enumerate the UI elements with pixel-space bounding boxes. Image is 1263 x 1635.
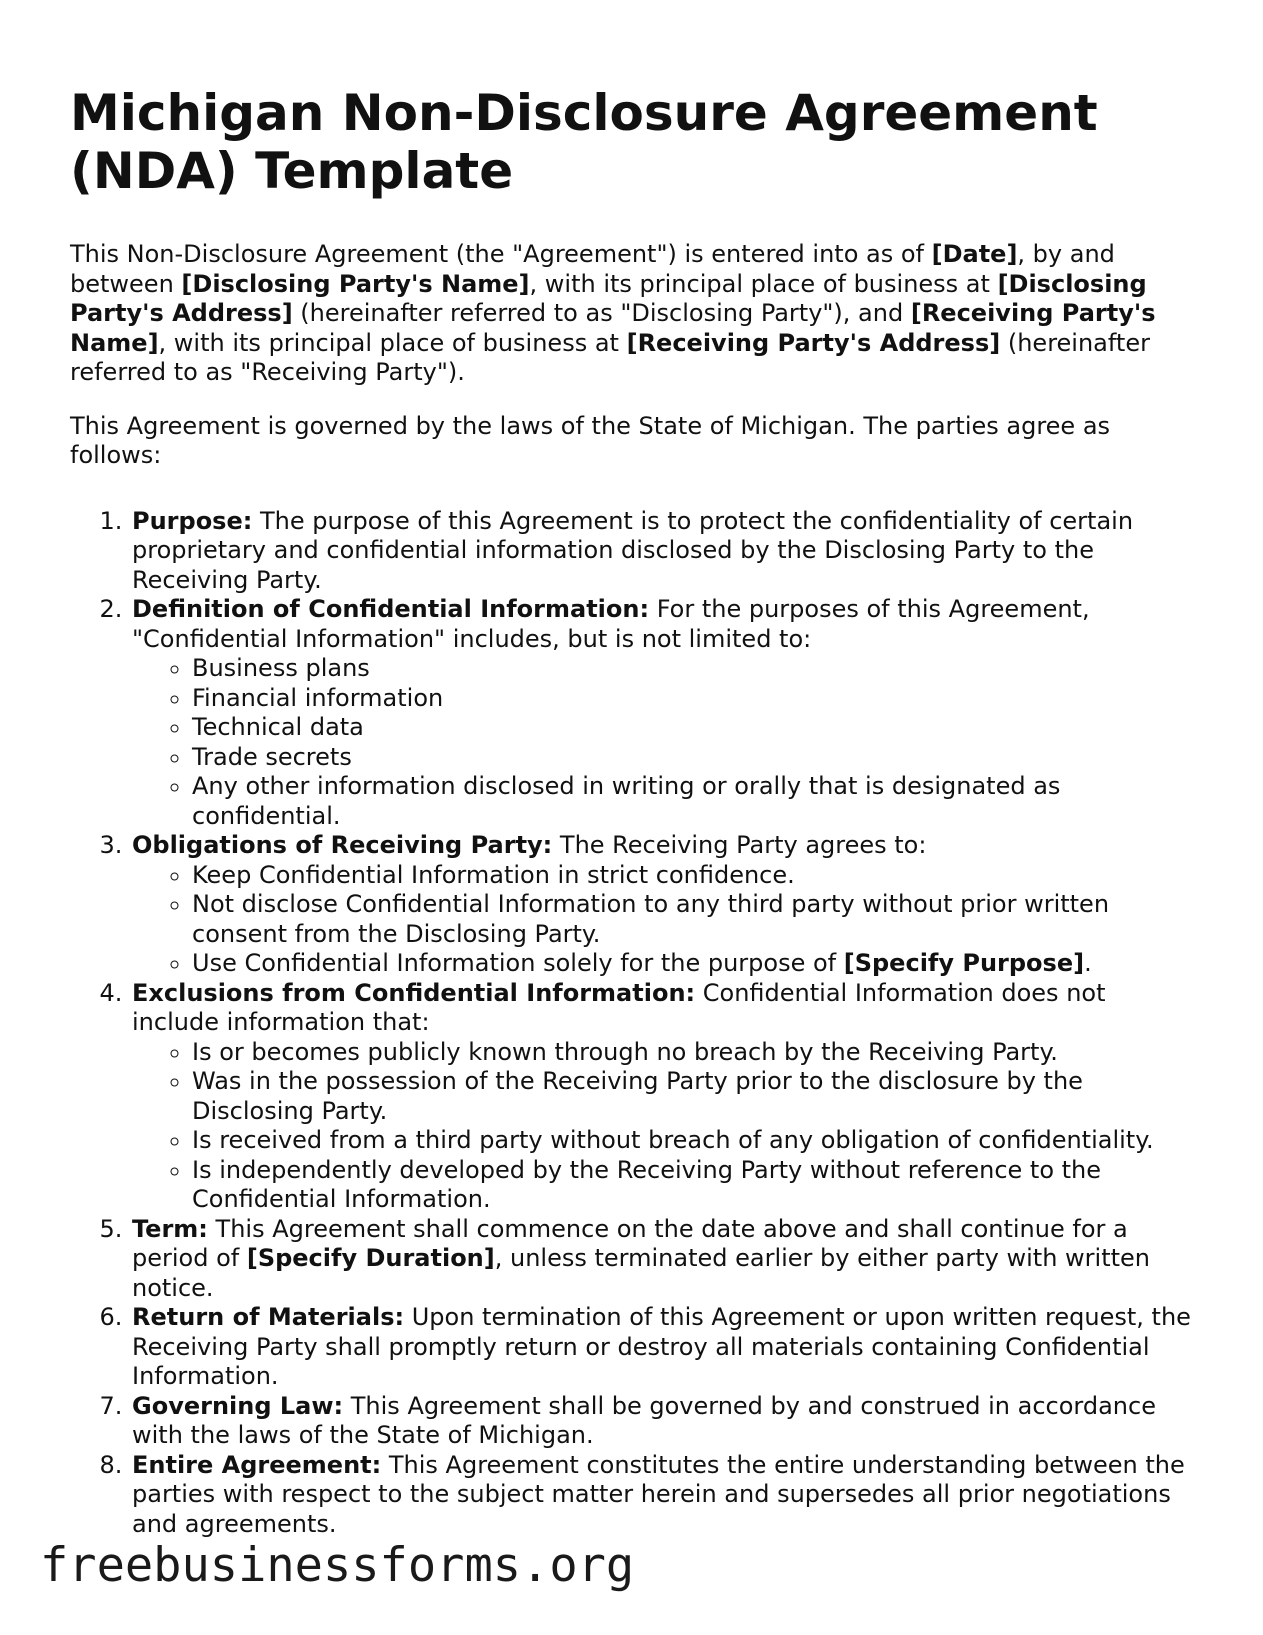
governing-intro-paragraph: This Agreement is governed by the laws of the State of Michigan. The parties agree as follows: — [70, 411, 1111, 469]
clause-text: The purpose of this Agreement is to protect the confidentiality of certain proprietary and confidential information disclosed by the Disclosing Party to the Receiving Party. — [132, 506, 1134, 594]
list-item: ◦ Financial information — [192, 684, 1200, 714]
purpose-placeholder: [Specify Purpose] — [843, 949, 1085, 977]
clause-text: , unless terminated earlier by either party with written notice. — [132, 1244, 1150, 1302]
date-placeholder: [Date] — [931, 240, 1018, 268]
clause-governing-law — [130, 1392, 1200, 1451]
clause-heading: Entire Agreement: — [132, 1450, 382, 1479]
list-item — [192, 949, 1200, 979]
intro-text: , by and between — [70, 240, 1115, 298]
page-title: Michigan Non-Disclosure Agreement (NDA) Template — [70, 84, 1098, 200]
list-item: ◦ Trade secrets — [192, 743, 1200, 773]
clause-obligations — [130, 831, 1200, 979]
clauses-list — [70, 507, 1200, 1540]
clause-heading: Governing Law: — [132, 1391, 344, 1420]
intro-text: This Non-Disclosure Agreement (the "Agreement") is entered into as of — [70, 240, 932, 268]
list-item-text: . — [1084, 949, 1092, 977]
obligation-items — [132, 861, 1200, 979]
intro-text: (hereinafter referred to as "Disclosing Party"), and — [292, 299, 911, 327]
clause-text: The Receiving Party agrees to: — [552, 831, 927, 859]
clause-text: This Agreement shall be governed by and construed in accordance with the laws of the State of Michigan. — [132, 1391, 1156, 1449]
clause-text: Confidential Information does not include information that: — [132, 978, 1106, 1036]
disclosing-name-placeholder: [Disclosing Party's Name] — [181, 269, 530, 298]
document-page — [70, 84, 1200, 1539]
list-item: ◦ Keep Confidential Information in strict confidence. — [192, 861, 1200, 891]
clause-entire-agreement — [130, 1451, 1200, 1540]
receiving-address-placeholder: [Receiving Party's Address] — [626, 328, 1001, 357]
clause-text: Upon termination of this Agreement or upon written request, the Receiving Party shall promptly return or destroy all materials containing Confidential Information. — [132, 1303, 1191, 1390]
clause-text: For the purposes of this Agreement, "Confidential Information" includes, but is not limited to: — [132, 595, 1090, 653]
site-watermark: freebusinessforms.org — [40, 1538, 635, 1593]
list-item: ◦ Is independently developed by the Receiving Party without reference to the Confidential Information. — [192, 1156, 1200, 1215]
clause-purpose — [130, 507, 1200, 596]
intro-text: , with its principal place of business at — [158, 328, 627, 357]
list-item-text: Use Confidential Information solely for the purpose of — [192, 949, 844, 977]
clause-heading: Purpose: — [132, 506, 253, 535]
disclosing-address-placeholder: [Disclosing Party's Address] — [70, 269, 1147, 327]
list-item: ◦ Not disclose Confidential Information to any third party without prior written consent from the Disclosing Party. — [192, 890, 1200, 949]
clause-term — [130, 1215, 1200, 1304]
exclusion-items — [132, 1038, 1200, 1215]
clause-return-materials — [130, 1303, 1200, 1392]
duration-placeholder: [Specify Duration] — [246, 1244, 495, 1272]
list-item: ◦ Technical data — [192, 713, 1200, 743]
clause-exclusions — [130, 979, 1200, 1215]
intro-text: (hereinafter referred to as "Receiving Party"). — [70, 328, 1150, 386]
clause-definition — [130, 595, 1200, 831]
clause-text: This Agreement shall commence on the date above and shall continue for a period of — [132, 1214, 1128, 1272]
definition-items — [132, 654, 1200, 831]
intro-paragraph — [70, 240, 1200, 388]
clause-text: This Agreement constitutes the entire understanding between the parties with respect to the subject matter herein and supersedes all prior negotiations and agreements. — [132, 1450, 1185, 1538]
clause-heading: Definition of Confidential Information: — [132, 595, 650, 623]
list-item: ◦ Was in the possession of the Receiving Party prior to the disclosure by the Disclosing Party. — [192, 1067, 1200, 1126]
list-item: ◦ Is received from a third party without breach of any obligation of confidentiality. — [192, 1126, 1200, 1156]
receiving-name-placeholder: [Receiving Party's Name] — [70, 299, 1156, 357]
clause-heading: Return of Materials: — [132, 1303, 405, 1331]
intro-text: , with its principal place of business at — [529, 269, 998, 298]
list-item: ◦ Any other information disclosed in writing or orally that is designated as confidential. — [192, 772, 1200, 831]
clause-heading: Term: — [132, 1214, 208, 1243]
list-item: ◦ Business plans — [192, 654, 1200, 684]
clause-heading: Obligations of Receiving Party: — [132, 831, 553, 859]
list-item: ◦ Is or becomes publicly known through no breach by the Receiving Party. — [192, 1038, 1200, 1068]
clause-heading: Exclusions from Confidential Information: — [132, 978, 696, 1007]
